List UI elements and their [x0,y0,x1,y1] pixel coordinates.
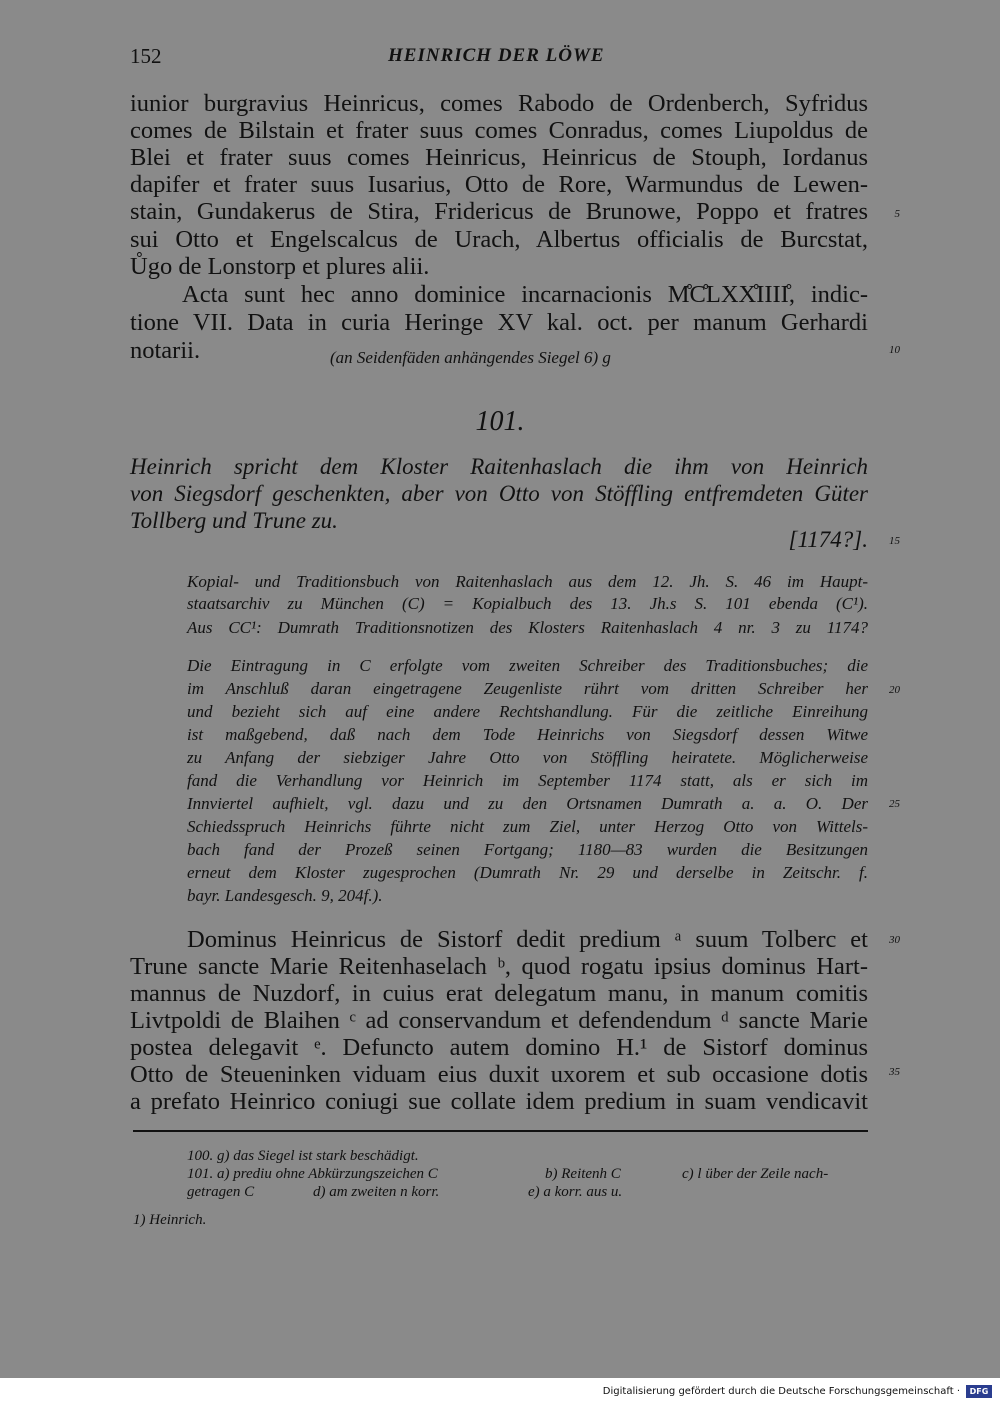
source-line: staatsarchiv zu München (C) = Kopialbuch des 13. Jh.s S. 101 ebenda (C¹). [187,594,868,613]
commentary-line: und bezieht sich auf eine andere Rechtshandlung. Für die zeitliche Einreihung [187,702,868,721]
heading-line: Heinrich spricht dem Kloster Raitenhaslach die ihm von Heinrich [130,454,868,479]
text-line: iunior burgravius Heinricus, comes Rabodo de Ordenberch, Syfridus [130,90,868,117]
running-title: HEINRICH DER LÖWE [388,45,605,66]
text-line: Livtpoldi de Blaihen ᶜ ad conservandum et defendendum ᵈ sancte Marie [130,1007,868,1034]
text-line: Dominus Heinricus de Sistorf dedit predium ᵃ suum Tolberc et [187,926,868,953]
commentary-line: fand die Verhandlung vor Heinrich im September 1174 statt, als er sich im [187,771,868,790]
credit-text: Digitalisierung gefördert durch die Deutsche Forschungsgemeinschaft · [602,1386,960,1397]
text-line: tione VII. Data in curia Heringe XV kal. oct. per manum Gerhardi [130,309,868,336]
seal-note: (an Seidenfäden anhängendes Siegel 6) g [330,348,611,367]
text-line: sui Otto et Engelscalcus de Urach, Albertus officialis de Burcstat, [130,226,868,253]
text-line: Ůgo de Lonstorp et plures alii. [130,253,430,280]
footnote-line: c) l über der Zeile nach- [682,1166,829,1182]
line-number: 25 [889,798,900,810]
commentary-line: Die Eintragung in C erfolgte vom zweiten Schreiber des Traditionsbuches; die [187,656,868,675]
commentary-line: zu Anfang der siebziger Jahre Otto von Stöffling heiratete. Möglicherweise [187,748,868,767]
commentary-line: erneut dem Kloster zugesprochen (Dumrath Nr. 29 und derselbe in Zeitschr. f. [187,863,868,882]
commentary-line: ist maßgebend, daß nach dem Tode Heinrichs von Siegsdorf dessen Witwe [187,725,868,744]
text-line: Blei et frater suus comes Heinricus, Heinricus de Stouph, Iordanus [130,144,868,171]
source-line: Kopial- und Traditionsbuch von Raitenhaslach aus dem 12. Jh. S. 46 im Haupt- [187,572,868,591]
commentary-line: Innviertel aufhielt, vgl. dazu und zu den Ortsnamen Dumrath a. a. O. Der [187,794,868,813]
line-number: 20 [889,684,900,696]
line-number: 30 [889,934,900,946]
footnote-line: 1) Heinrich. [133,1212,207,1228]
dfg-logo: DFG [966,1385,992,1398]
text-line: notarii. [130,337,201,364]
footnote-line: d) am zweiten n korr. [313,1184,440,1200]
text-line: Trune sancte Marie Reitenhaselach ᵇ, quod rogatu ipsius dominus Hart- [130,953,868,980]
line-number: 35 [889,1066,900,1078]
footnote-line: getragen C [187,1184,255,1200]
line-number: 15 [889,535,900,547]
page-number: 152 [130,44,162,68]
heading-line: von Siegsdorf geschenkten, aber von Otto von Stöffling entfremdeten Güter [130,481,868,506]
line-number: 10 [889,344,900,356]
text-line: mannus de Nuzdorf, in cuius erat delegatum manu, in manum comitis [130,980,868,1007]
footnote-line: 101. a) prediu ohne Abkürzungszeichen C [187,1166,438,1182]
text-line: postea delegavit ᵉ. Defuncto autem domino H.¹ de Sistorf dominus [130,1034,868,1061]
text-line: a prefato Heinrico coniugi sue collate idem predium in suam vendicavit [130,1088,868,1115]
commentary-line: bach fand der Prozeß seinen Fortgang; 1180—83 wurden die Besitzungen [187,840,868,859]
footnote-line: e) a korr. aus u. [528,1184,623,1200]
footnote-line: b) Reitenh C [545,1166,621,1182]
commentary-line: bayr. Landesgesch. 9, 204f.). [187,886,383,905]
document-number: 101. [475,406,525,437]
text-line: stain, Gundakerus de Stira, Fridericus de Brunowe, Poppo et fratres [130,198,868,225]
text-line: dapifer et frater suus Iusarius, Otto de Rore, Warmundus de Lewen- [130,171,868,198]
commentary-line: Schiedsspruch Heinrichs führte nicht zum Ziel, unter Herzog Otto von Wittels- [187,817,868,836]
text-line: Otto de Steueninken viduam eius duxit uxorem et sub occasione dotis [130,1061,868,1088]
document-date: [1174?]. [788,527,868,552]
text-line: comes de Bilstain et frater suus comes Conradus, comes Liupoldus de [130,117,868,144]
footnote-line: 100. g) das Siegel ist stark beschädigt. [187,1148,419,1164]
text-line: Acta sunt hec anno dominice incarnacionis M̊C̊LXX̊IIII̊, indic- [182,281,868,308]
heading-line: Tollberg und Trune zu. [130,508,338,533]
commentary-line: im Anschluß daran eingetragene Zeugenliste rührt vom dritten Schreiber her [187,679,868,698]
footnote-rule [133,1130,868,1132]
source-line: Aus CC¹: Dumrath Traditionsnotizen des Klosters Raitenhaslach 4 nr. 3 zu 1174? [187,618,868,637]
line-number: 5 [894,208,900,220]
